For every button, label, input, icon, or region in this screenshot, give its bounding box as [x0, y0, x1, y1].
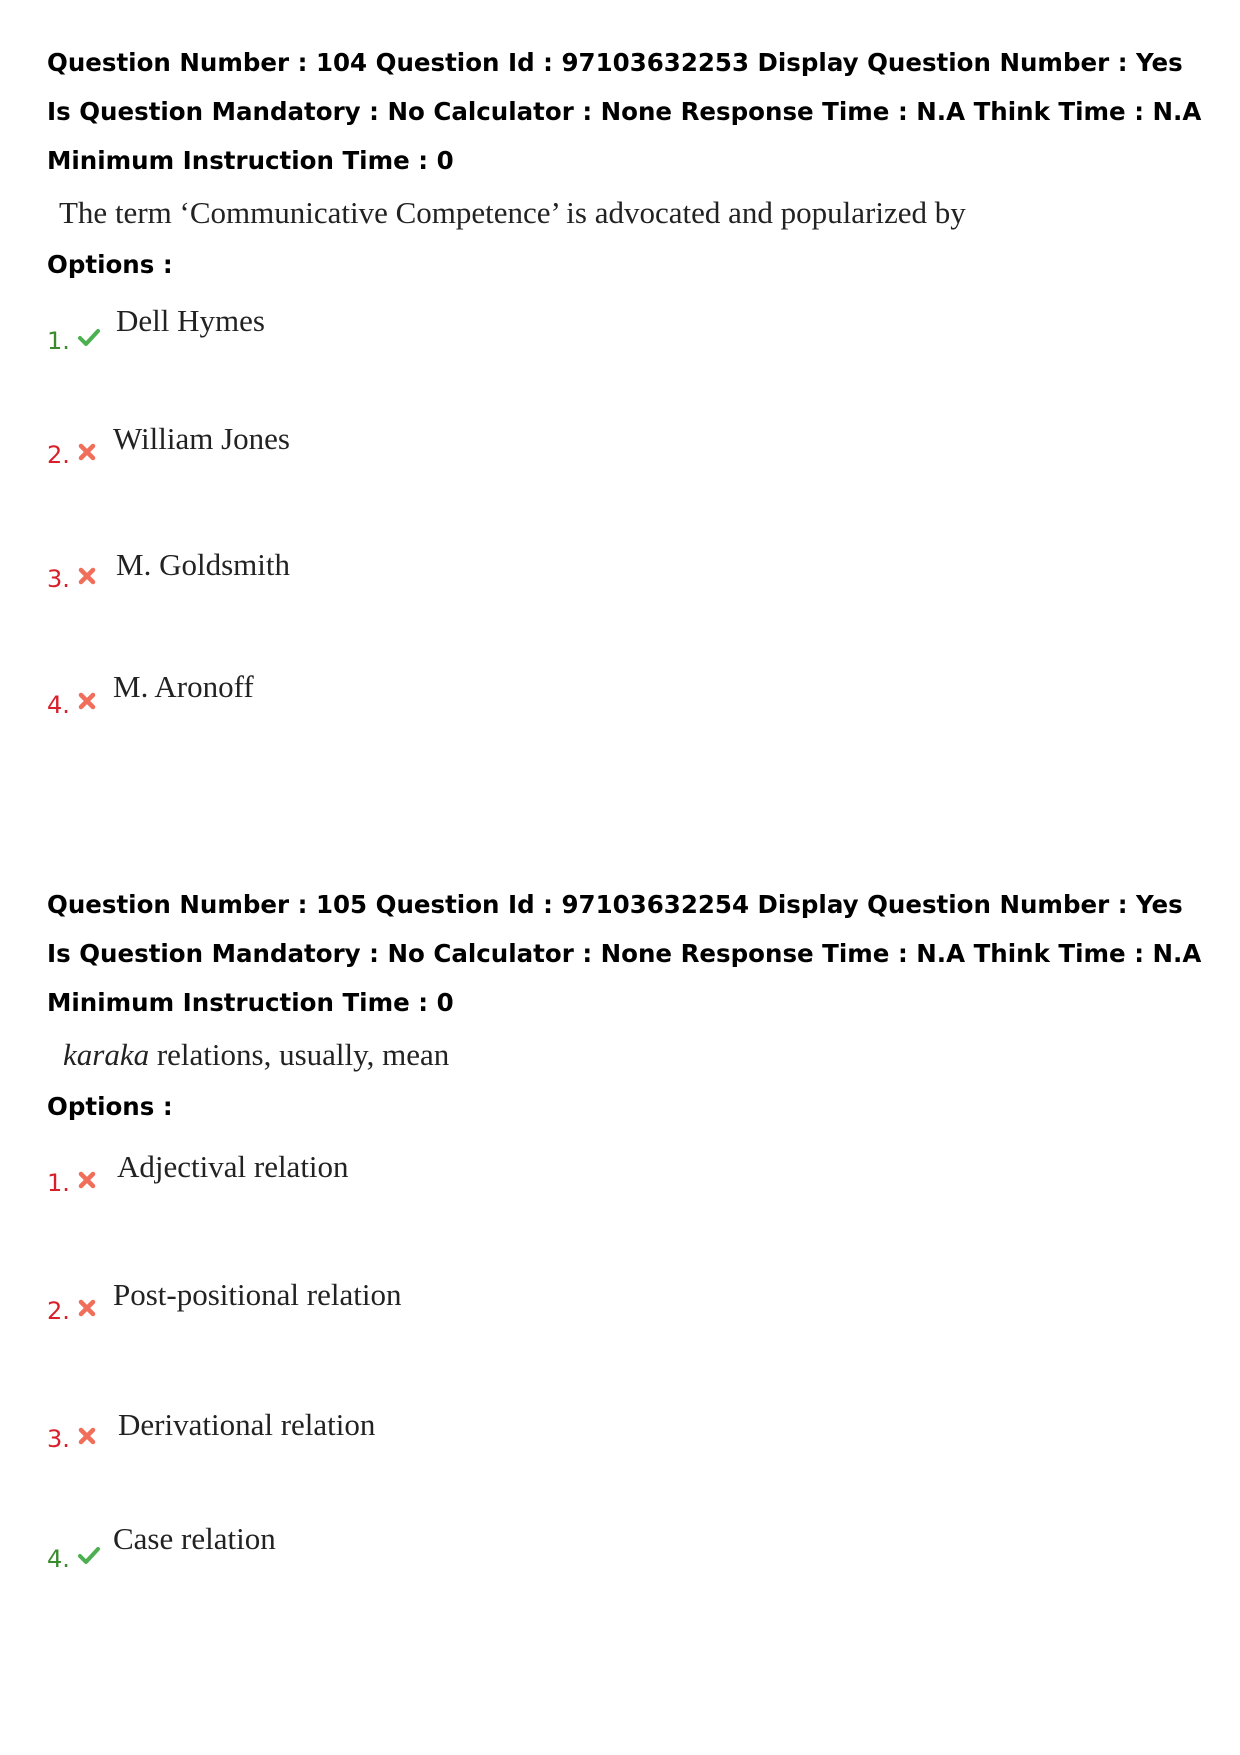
cross-icon — [75, 1296, 99, 1320]
question-text — [63, 1033, 1212, 1077]
cross-icon — [75, 1424, 99, 1448]
question-meta: Question Number : 105 Question Id : 97103632254 Display Question Number : Yes Is Question Mandatory : No Calculator : None Response Time : N.A Think Time : N.A Minimum Instruction Time : 0 — [47, 890, 1202, 1017]
option-2 — [47, 1277, 747, 1337]
options-list — [47, 1127, 1212, 1627]
option-3 — [47, 1407, 747, 1467]
option-number: 2. — [47, 441, 70, 469]
cross-icon — [75, 1168, 99, 1192]
question-text — [59, 191, 1212, 235]
option-4 — [47, 1521, 747, 1581]
option-text: Adjectival relation — [117, 1149, 349, 1184]
option-3 — [47, 547, 747, 607]
options-label: Options : — [47, 250, 173, 279]
option-number: 1. — [47, 1169, 70, 1197]
option-text: Case relation — [113, 1521, 276, 1556]
option-number: 3. — [47, 1425, 70, 1453]
option-text: Post-positional relation — [113, 1277, 402, 1312]
option-text: Dell Hymes — [116, 303, 265, 338]
question-text-body: The term ‘Communicative Competence’ is advocated and popularized by — [59, 195, 966, 230]
option-2 — [47, 421, 747, 481]
question-meta: Question Number : 104 Question Id : 97103632253 Display Question Number : Yes Is Question Mandatory : No Calculator : None Response Time : N.A Think Time : N.A Minimum Instruction Time : 0 — [47, 48, 1202, 175]
option-text: William Jones — [113, 421, 290, 456]
option-number: 4. — [47, 691, 70, 719]
options-label: Options : — [47, 1092, 173, 1121]
option-1 — [47, 1149, 747, 1209]
option-number: 2. — [47, 1297, 70, 1325]
option-number: 1. — [47, 327, 70, 355]
cross-icon — [75, 564, 99, 588]
question-block-104 — [47, 38, 1212, 755]
cross-icon — [75, 440, 99, 464]
option-1 — [47, 303, 747, 363]
question-block-105 — [47, 880, 1212, 1627]
check-icon — [77, 1543, 101, 1567]
option-text: M. Goldsmith — [116, 547, 290, 582]
option-number: 3. — [47, 565, 70, 593]
cross-icon — [75, 689, 99, 713]
question-text-body: relations, usually, mean — [149, 1037, 450, 1072]
option-4 — [47, 669, 747, 729]
option-text: Derivational relation — [118, 1407, 376, 1442]
question-text-emphasis: karaka — [63, 1037, 150, 1072]
option-text: M. Aronoff — [113, 669, 254, 704]
check-icon — [77, 325, 101, 349]
option-number: 4. — [47, 1545, 70, 1573]
options-list — [47, 285, 1212, 755]
